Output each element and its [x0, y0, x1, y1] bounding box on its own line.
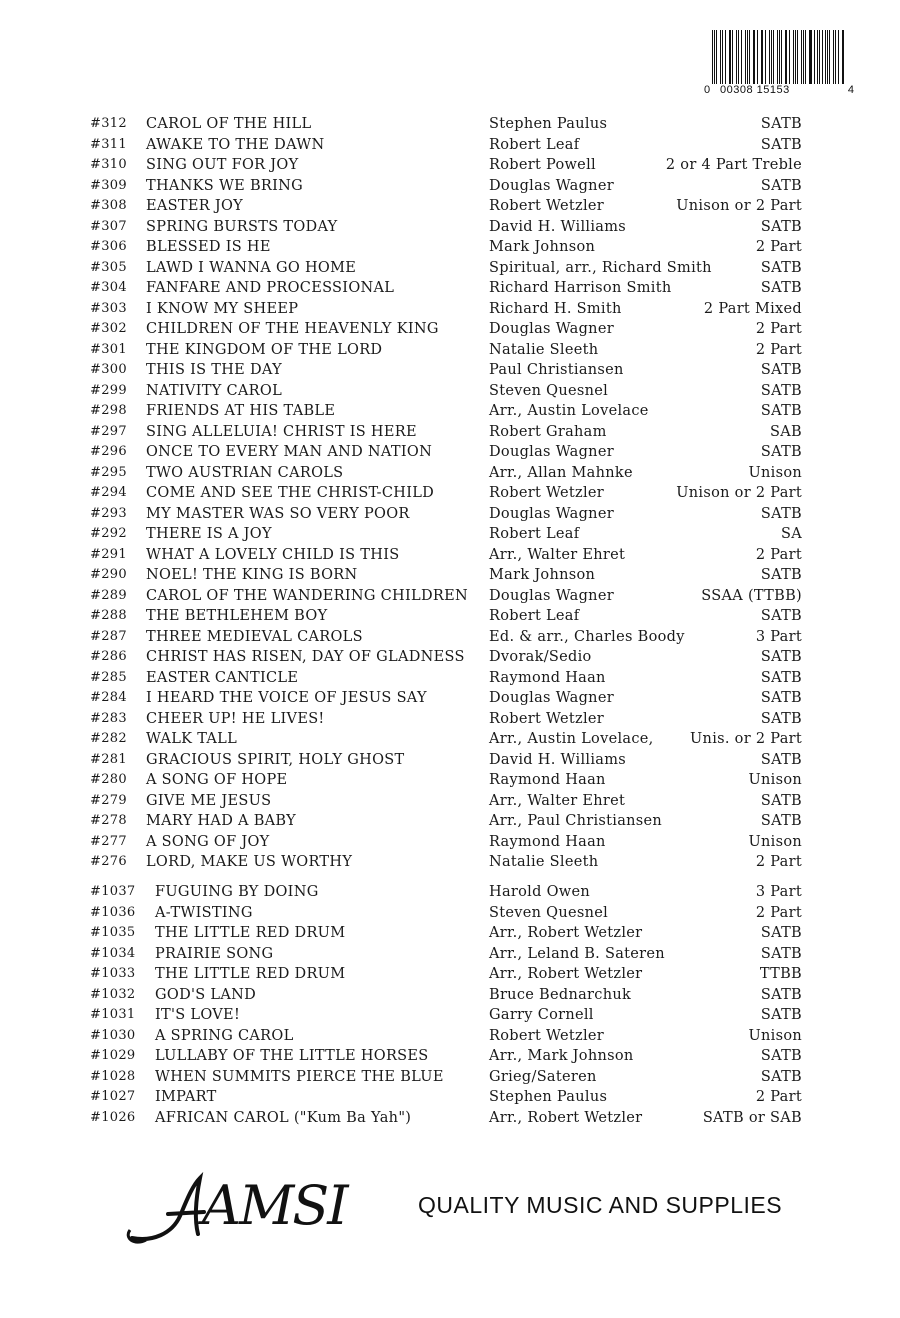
voicing: Unison or 2 Part	[676, 198, 802, 214]
catalog-row	[0, 319, 900, 339]
catalog-row	[0, 832, 900, 852]
voicing: 2 Part Mixed	[703, 300, 802, 317]
composer: Raymond Haan	[489, 833, 606, 850]
composer: Arr., Leland B. Sateren	[489, 945, 665, 962]
composer: Arr., Mark Johnson	[489, 1048, 634, 1064]
barcode-bars	[712, 30, 846, 84]
composer: Bruce Bednarchuk	[489, 986, 632, 1003]
song-title: LULLABY OF THE LITTLE HORSES	[155, 1048, 429, 1064]
barcode-bar	[712, 30, 713, 84]
song-title: WALK TALL	[146, 731, 238, 747]
voicing: 2 Part	[755, 341, 802, 358]
catalog-number: #287	[90, 628, 127, 644]
voicing: SATB	[760, 608, 802, 624]
song-title: A SONG OF JOY	[146, 833, 270, 850]
voicing: Unison	[748, 833, 802, 850]
voicing: 2 Part	[755, 904, 802, 921]
catalog-number: #310	[90, 157, 127, 172]
voicing: SATB	[760, 362, 802, 378]
catalog-row	[0, 237, 900, 257]
catalog-number: #309	[90, 177, 127, 193]
barcode-first-digit: 0	[704, 84, 711, 96]
catalog-number: #312	[90, 116, 127, 131]
composer: Robert Leaf	[489, 526, 580, 542]
catalog-number: #283	[90, 710, 127, 726]
composer: Dvorak/Sedio	[489, 649, 592, 665]
catalog-number: #276	[90, 854, 127, 869]
catalog-number: #284	[90, 690, 127, 705]
song-title: EASTER CANTICLE	[146, 669, 299, 686]
song-title: FANFARE AND PROCESSIONAL	[146, 280, 395, 296]
song-title: I KNOW MY SHEEP	[146, 300, 299, 317]
song-title: THANKS WE BRING	[146, 177, 304, 194]
song-title: SING ALLELUIA! CHRIST IS HERE	[146, 423, 417, 440]
barcode-bar	[749, 30, 750, 84]
catalog-row	[0, 606, 900, 626]
composer: David H. Williams	[489, 751, 626, 768]
barcode-bar	[765, 30, 766, 84]
composer: Grieg/Sateren	[489, 1068, 597, 1085]
catalog-number: #305	[90, 259, 127, 275]
song-title: COME AND SEE THE CHRIST-CHILD	[146, 485, 435, 501]
voicing: SATB	[760, 751, 802, 768]
composer: Douglas Wagner	[489, 587, 614, 604]
voicing: SATB	[760, 669, 802, 686]
composer: Robert Leaf	[489, 136, 580, 153]
composer: Ed. & arr., Charles Boody	[489, 628, 685, 645]
catalog-row	[0, 1108, 900, 1128]
composer: Robert Powell	[489, 157, 596, 173]
barcode-bar	[769, 30, 770, 84]
song-title: EASTER JOY	[146, 198, 244, 214]
voicing: Unis. or 2 Part	[690, 731, 802, 747]
song-title: WHEN SUMMITS PIERCE THE BLUE	[155, 1068, 444, 1085]
catalog-number: #308	[90, 198, 127, 213]
song-title: LORD, MAKE US WORTHY	[146, 854, 353, 870]
composer: Steven Quesnel	[489, 904, 609, 921]
composer: Richard H. Smith	[489, 300, 622, 317]
composer: Arr., Robert Wetzler	[489, 966, 643, 982]
catalog-row	[0, 299, 900, 319]
composer: Arr., Austin Lovelace,	[489, 731, 654, 747]
barcode-bar	[843, 30, 844, 84]
barcode-bar	[835, 30, 836, 84]
composer: Paul Christiansen	[489, 362, 624, 378]
song-title: AFRICAN CAROL ("Kum Ba Yah")	[155, 1109, 412, 1126]
voicing: SSAA (TTBB)	[701, 587, 802, 604]
catalog-row	[0, 647, 900, 667]
voicing: 2 Part	[755, 854, 802, 870]
composer: David H. Williams	[489, 218, 626, 235]
catalog-row	[0, 155, 900, 175]
tagline: QUALITY MUSIC AND SUPPLIES	[418, 1192, 783, 1218]
voicing: SATB	[760, 1048, 802, 1064]
catalog-number: #291	[90, 546, 127, 562]
catalog-row	[0, 1087, 900, 1107]
barcode-bar	[825, 30, 826, 84]
composer: Robert Wetzler	[489, 485, 604, 501]
composer: Stephen Paulus	[489, 116, 608, 132]
song-title: IMPART	[155, 1089, 217, 1105]
composer: Garry Cornell	[489, 1007, 594, 1023]
catalog-number: #281	[90, 751, 127, 767]
barcode-bar	[810, 30, 811, 84]
catalog-row	[0, 811, 900, 831]
catalog-row	[0, 964, 900, 984]
catalog-number: #1026	[90, 1109, 136, 1125]
catalog-row	[0, 729, 900, 749]
song-title: MY MASTER WAS SO VERY POOR	[146, 505, 410, 522]
voicing: SATB	[760, 1068, 802, 1085]
catalog-number: #1031	[90, 1007, 136, 1022]
composer: Douglas Wagner	[489, 321, 614, 337]
composer: Robert Wetzler	[489, 1027, 604, 1044]
catalog-row	[0, 586, 900, 606]
barcode-bar	[797, 30, 798, 84]
amsi-logo	[122, 1168, 347, 1248]
song-title: THREE MEDIEVAL CAROLS	[146, 628, 363, 645]
voicing: SATB	[760, 136, 802, 153]
barcode-middle-digits: 00308 15153	[720, 84, 790, 96]
catalog-number: #304	[90, 280, 127, 295]
composer: Robert Wetzler	[489, 198, 604, 214]
catalog-row	[0, 852, 900, 872]
catalog-row	[0, 217, 900, 237]
barcode-bar	[777, 30, 778, 84]
voicing: SATB or SAB	[702, 1109, 802, 1126]
catalog-row	[0, 360, 900, 380]
catalog-number: #295	[90, 464, 127, 480]
composer: Stephen Paulus	[489, 1089, 608, 1105]
composer: Arr., Allan Mahnke	[489, 464, 633, 481]
song-title: FUGUING BY DOING	[155, 884, 319, 900]
catalog-row	[0, 401, 900, 421]
composer: Arr., Robert Wetzler	[489, 925, 643, 941]
song-title: THE LITTLE RED DRUM	[155, 966, 346, 982]
song-title: WHAT A LOVELY CHILD IS THIS	[146, 546, 400, 563]
catalog-number: #303	[90, 300, 127, 316]
catalog-row	[0, 1026, 900, 1046]
song-title: CHILDREN OF THE HEAVENLY KING	[146, 321, 439, 337]
voicing: TTBB	[759, 966, 802, 982]
catalog-number: #278	[90, 813, 127, 828]
barcode-bar	[722, 30, 723, 84]
composer: Raymond Haan	[489, 772, 606, 788]
song-title: A-TWISTING	[155, 904, 253, 921]
barcode-bar	[803, 30, 804, 84]
voicing: Unison or 2 Part	[676, 485, 802, 501]
catalog-number: #288	[90, 608, 127, 623]
song-title: THERE IS A JOY	[146, 526, 272, 542]
song-title: AWAKE TO THE DAWN	[146, 136, 325, 153]
catalog-number: #298	[90, 403, 127, 418]
song-title: THE LITTLE RED DRUM	[155, 925, 346, 941]
catalog-row	[0, 709, 900, 729]
catalog-number: #290	[90, 567, 127, 582]
song-title: THE KINGDOM OF THE LORD	[146, 341, 383, 358]
voicing: Unison	[748, 464, 802, 481]
barcode-bar	[789, 30, 790, 84]
song-title: CHEER UP! HE LIVES!	[146, 710, 325, 727]
composer: Arr., Austin Lovelace	[489, 403, 649, 419]
catalog-row	[0, 545, 900, 565]
voicing: SA	[780, 526, 802, 542]
catalog-number: #296	[90, 444, 127, 459]
catalog-number: #1028	[90, 1068, 136, 1084]
catalog-number: #311	[90, 136, 127, 152]
catalog-number: #306	[90, 239, 127, 254]
composer: Robert Wetzler	[489, 710, 604, 727]
catalog-number: #282	[90, 731, 127, 746]
catalog-row	[0, 688, 900, 708]
catalog-row	[0, 1067, 900, 1087]
composer: Arr., Paul Christiansen	[489, 813, 663, 829]
catalog-row	[0, 258, 900, 278]
voicing: SATB	[760, 813, 802, 829]
catalog-row	[0, 944, 900, 964]
voicing: SATB	[760, 690, 802, 706]
voicing: SATB	[760, 945, 802, 962]
voicing: SATB	[760, 1007, 802, 1023]
voicing: SATB	[760, 986, 802, 1003]
composer: Douglas Wagner	[489, 690, 614, 706]
composer: Robert Graham	[489, 423, 607, 440]
song-title: MARY HAD A BABY	[146, 813, 297, 829]
voicing: SATB	[760, 649, 802, 665]
catalog-row	[0, 176, 900, 196]
catalog-number: #1033	[90, 966, 136, 981]
voicing: SATB	[760, 505, 802, 522]
composer: Richard Harrison Smith	[489, 280, 672, 296]
song-title: A SONG OF HOPE	[146, 772, 288, 788]
catalog-row	[0, 627, 900, 647]
barcode-bar	[817, 30, 818, 84]
voicing: SATB	[760, 280, 802, 296]
catalog-row	[0, 1005, 900, 1025]
barcode-bar	[786, 30, 787, 84]
catalog-row	[0, 903, 900, 923]
song-title: I HEARD THE VOICE OF JESUS SAY	[146, 690, 427, 706]
voicing: SATB	[760, 382, 802, 399]
catalog-number: #1036	[90, 904, 136, 920]
voicing: SATB	[760, 444, 802, 460]
barcode-bar	[741, 30, 742, 84]
composer: Arr., Walter Ehret	[489, 792, 626, 809]
catalog-number: #280	[90, 772, 127, 787]
catalog-row	[0, 135, 900, 155]
song-title: ONCE TO EVERY MAN AND NATION	[146, 444, 433, 460]
composer: Robert Leaf	[489, 608, 580, 624]
catalog-row	[0, 524, 900, 544]
catalog-number: #285	[90, 669, 127, 685]
composer: Douglas Wagner	[489, 177, 614, 194]
voicing: Unison	[748, 772, 802, 788]
catalog-number: #279	[90, 792, 127, 808]
catalog-number: #293	[90, 505, 127, 521]
catalog-row	[0, 196, 900, 216]
barcode-last-digit: 4	[847, 84, 854, 96]
catalog-row	[0, 923, 900, 943]
song-title: THIS IS THE DAY	[146, 362, 282, 378]
catalog-number: #1030	[90, 1027, 136, 1043]
song-title: PRAIRIE SONG	[155, 945, 274, 962]
voicing: SATB	[760, 218, 802, 235]
song-title: CAROL OF THE HILL	[146, 116, 312, 132]
catalog-number: #294	[90, 485, 127, 500]
composer: Arr., Robert Wetzler	[489, 1109, 643, 1126]
catalog-number: #1034	[90, 945, 136, 961]
voicing: SATB	[760, 925, 802, 941]
voicing: 3 Part	[755, 884, 802, 900]
voicing: SATB	[760, 710, 802, 727]
voicing: 2 Part	[755, 546, 802, 563]
voicing: SATB	[760, 259, 802, 276]
composer: Harold Owen	[489, 884, 590, 900]
song-title: SPRING BURSTS TODAY	[146, 218, 338, 235]
barcode-digits	[704, 84, 854, 98]
song-title: A SPRING CAROL	[155, 1027, 294, 1044]
catalog-number: #1037	[90, 884, 136, 899]
catalog-row	[0, 381, 900, 401]
catalog-row	[0, 882, 900, 902]
song-title: NATIVITY CAROL	[146, 382, 283, 399]
catalog-number: #277	[90, 833, 127, 849]
catalog-row	[0, 114, 900, 134]
composer: Steven Quesnel	[489, 382, 609, 399]
catalog-row	[0, 340, 900, 360]
song-title: IT'S LOVE!	[155, 1007, 241, 1023]
catalog-number: #292	[90, 526, 127, 541]
catalog-row	[0, 504, 900, 524]
barcode-bar	[757, 30, 758, 84]
catalog-row	[0, 1046, 900, 1066]
song-title: CHRIST HAS RISEN, DAY OF GLADNESS	[146, 649, 465, 665]
barcode-bar	[720, 30, 721, 84]
catalog-row	[0, 791, 900, 811]
composer: Mark Johnson	[489, 567, 596, 583]
song-title: SING OUT FOR JOY	[146, 157, 299, 173]
song-title: THE BETHLEHEM BOY	[146, 608, 328, 624]
composer: Douglas Wagner	[489, 505, 614, 522]
catalog-row	[0, 750, 900, 770]
barcode-bar	[736, 30, 737, 84]
voicing: 2 Part	[755, 1089, 802, 1105]
composer: Douglas Wagner	[489, 444, 614, 460]
catalog-number: #302	[90, 321, 127, 336]
catalog-number: #1027	[90, 1089, 136, 1104]
song-title: CAROL OF THE WANDERING CHILDREN	[146, 587, 468, 604]
song-title: NOEL! THE KING IS BORN	[146, 567, 358, 583]
catalog-number: #286	[90, 649, 127, 664]
song-title: GIVE ME JESUS	[146, 792, 272, 809]
voicing: 2 Part	[755, 321, 802, 337]
voicing: SATB	[760, 116, 802, 132]
voicing: 2 Part	[755, 239, 802, 255]
composer: Mark Johnson	[489, 239, 596, 255]
composer: Raymond Haan	[489, 669, 606, 686]
catalog-number: #299	[90, 382, 127, 398]
voicing: 3 Part	[755, 628, 802, 645]
catalog-number: #307	[90, 218, 127, 234]
catalog-row	[0, 422, 900, 442]
catalog-row	[0, 463, 900, 483]
song-title: GOD'S LAND	[155, 986, 257, 1003]
voicing: SAB	[770, 423, 802, 440]
song-title: FRIENDS AT HIS TABLE	[146, 403, 336, 419]
voicing: SATB	[760, 403, 802, 419]
song-title: TWO AUSTRIAN CAROLS	[146, 464, 344, 481]
catalog-row	[0, 770, 900, 790]
catalog-number: #297	[90, 423, 127, 439]
catalog-number: #1032	[90, 986, 136, 1002]
catalog-row	[0, 565, 900, 585]
catalog-row	[0, 985, 900, 1005]
catalog-number: #1035	[90, 925, 136, 940]
song-title: GRACIOUS SPIRIT, HOLY GHOST	[146, 751, 405, 768]
composer: Arr., Walter Ehret	[489, 546, 626, 563]
song-title: BLESSED IS HE	[146, 239, 271, 255]
catalog-number: #300	[90, 362, 127, 377]
voicing: Unison	[748, 1027, 802, 1044]
barcode	[704, 28, 854, 100]
catalog-row	[0, 668, 900, 688]
catalog-row	[0, 442, 900, 462]
barcode-bar	[833, 30, 834, 84]
catalog-number: #301	[90, 341, 127, 357]
catalog-row	[0, 278, 900, 298]
voicing: 2 or 4 Part Treble	[665, 157, 802, 173]
composer: Spiritual, arr., Richard Smith	[489, 259, 712, 276]
catalog-number: #289	[90, 587, 127, 603]
barcode-bar	[732, 30, 733, 84]
song-title: LAWD I WANNA GO HOME	[146, 259, 357, 276]
logo-text: AMSI	[202, 1174, 347, 1237]
composer: Natalie Sleeth	[489, 341, 599, 358]
catalog-number: #1029	[90, 1048, 136, 1063]
composer: Natalie Sleeth	[489, 854, 599, 870]
catalog-row	[0, 483, 900, 503]
voicing: SATB	[760, 567, 802, 583]
voicing: SATB	[760, 177, 802, 194]
voicing: SATB	[760, 792, 802, 809]
